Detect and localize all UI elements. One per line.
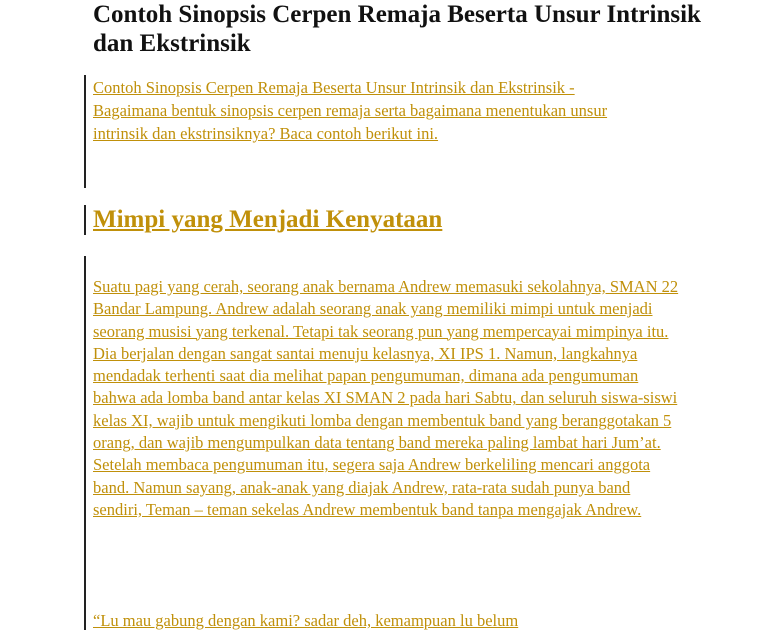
intro-quote-bar [84,75,86,188]
story-title-link[interactable]: Mimpi yang Menjadi Kenyataan [93,206,443,233]
story-paragraph-link[interactable]: Suatu pagi yang cerah, seorang anak bernama Andrew memasuki sekolahnya, SMAN 22 Bandar Lampung. Andrew adalah seorang anak yang memiliki mimpi untuk menjadi seorang musisi yang terkenal. Tetapi tak seorang pun yang mempercayai mimpinya itu. Dia berjalan dengan sangat santai menuju kelasnya, XI IPS 1. Namun, langkahnya mendadak terhenti saat dia melihat papan pengumuman, dimana ada pengumuman bahwa ada lomba band antar kelas XI SMAN 2 pada hari Sabtu, dan seluruh siswa-siswi kelas XI, wajib untuk mengikuti lomba dengan membentuk band yang beranggotakan 5 orang, dan wajib mengumpulkan data tentang band mereka paling lambat hari Jum’at. Setelah membaca pengumuman itu, segera saja Andrew berkeliling mencari anggota band. Namun sayang, anak-anak yang diajak Andrew, rata-rata sudah punya band sendiri, Teman – teman sekelas Andrew membentuk band tanpa mengajak Andrew. [93,277,679,519]
dialogue-paragraph-link[interactable]: “Lu mau gabung dengan kami? sadar deh, kemampuan lu belum [93,611,519,630]
story-quote-bar [84,256,86,630]
article-title: Contoh Sinopsis Cerpen Remaja Beserta Unsur Intrinsik dan Ekstrinsik [93,1,701,57]
subheading-quote-bar [84,205,86,235]
intro-link[interactable]: Contoh Sinopsis Cerpen Remaja Beserta Unsur Intrinsik dan Ekstrinsik - Bagaimana bentuk sinopsis cerpen remaja serta bagaimana menentukan unsur intrinsik dan ekstrinsiknya? Baca contoh berikut ini. [93,78,608,143]
